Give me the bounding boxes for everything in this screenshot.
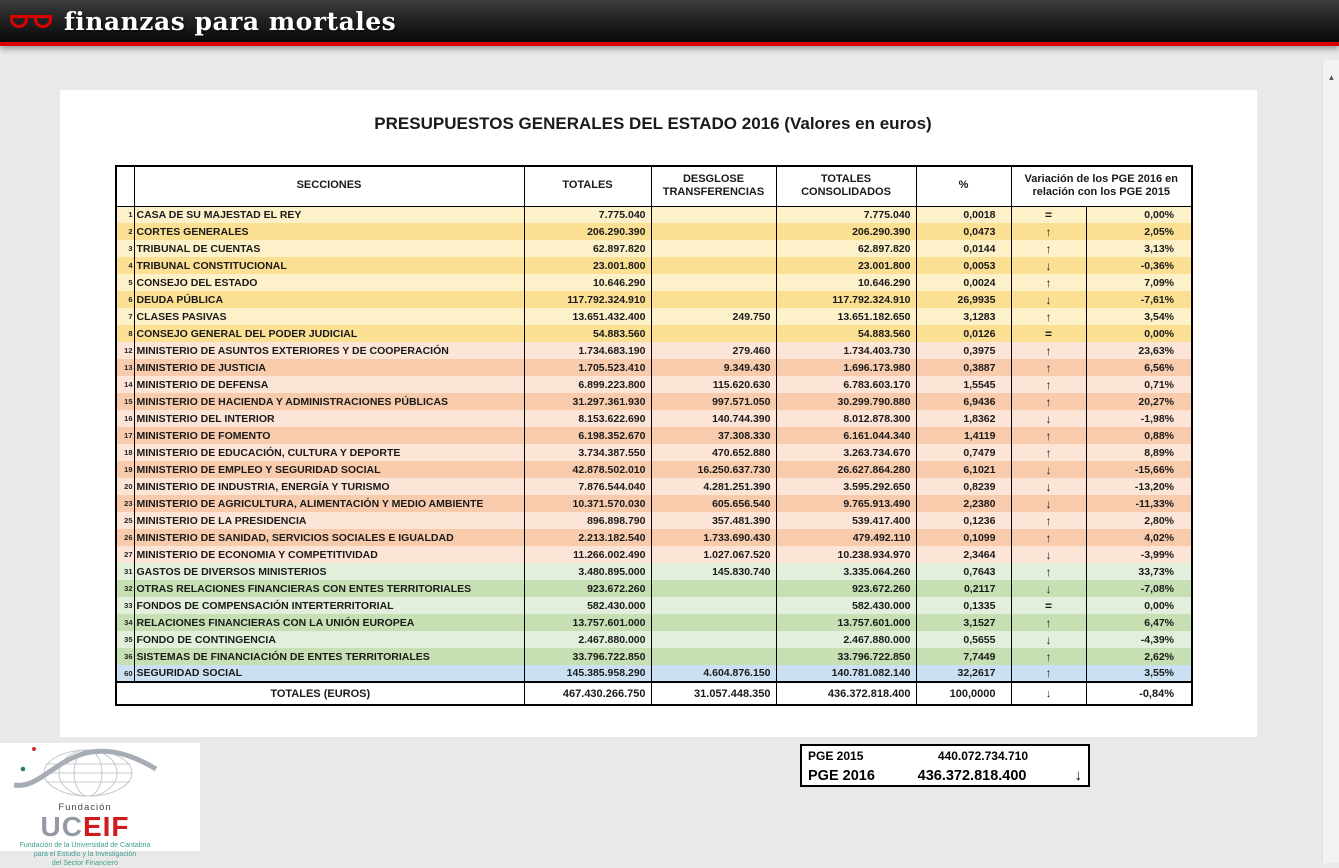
- direction-arrow: ↑: [1011, 648, 1086, 665]
- totales-value: 117.792.324.910: [524, 291, 651, 308]
- row-number: 13: [124, 363, 133, 372]
- porcentaje-value: 1,5545: [916, 376, 1011, 393]
- porcentaje-value: 0,1236: [916, 512, 1011, 529]
- totales-value: 62.897.820: [524, 240, 651, 257]
- direction-arrow: ↓: [1011, 291, 1086, 308]
- desglose-value: [651, 206, 776, 223]
- direction-arrow: ↑: [1011, 274, 1086, 291]
- totales-value: 1.705.523.410: [524, 359, 651, 376]
- glasses-left-lens: [10, 15, 28, 28]
- desglose-value: 4.281.251.390: [651, 478, 776, 495]
- desglose-value: 997.571.050: [651, 393, 776, 410]
- porcentaje-value: 0,1335: [916, 597, 1011, 614]
- direction-arrow: ↑: [1011, 427, 1086, 444]
- budget-table: [115, 165, 1193, 706]
- porcentaje-value: 6,9436: [916, 393, 1011, 410]
- section-name: MINISTERIO DE INDUSTRIA, ENERGÍA Y TURISMO: [134, 478, 524, 495]
- row-number: 25: [124, 516, 133, 525]
- porcentaje-value: 0,0053: [916, 257, 1011, 274]
- table-row: [116, 512, 1192, 529]
- row-number: 32: [124, 584, 133, 593]
- consolidados-value: 30.299.790.880: [776, 393, 916, 410]
- totales-value: 6.198.352.670: [524, 427, 651, 444]
- row-number: 12: [124, 346, 133, 355]
- uceif-tagline-3: del Sector Financiero: [51, 860, 119, 868]
- direction-arrow: ↑: [1011, 359, 1086, 376]
- row-number: 19: [124, 465, 133, 474]
- section-name: SISTEMAS DE FINANCIACIÓN DE ENTES TERRITORIALES: [134, 648, 524, 665]
- porcentaje-value: 6,1021: [916, 461, 1011, 478]
- brand-title: finanzas para mortales: [64, 6, 397, 36]
- variacion-value: 3,55%: [1086, 665, 1192, 682]
- table-row: [116, 342, 1192, 359]
- totales-value: 8.153.622.690: [524, 410, 651, 427]
- totals-desglose: 31.057.448.350: [651, 682, 776, 705]
- site-header: [0, 0, 1339, 46]
- variacion-value: -4,39%: [1086, 631, 1192, 648]
- direction-arrow: ↓: [1011, 461, 1086, 478]
- direction-arrow: ↑: [1011, 529, 1086, 546]
- desglose-value: 279.460: [651, 342, 776, 359]
- desglose-value: 1.733.690.430: [651, 529, 776, 546]
- desglose-value: [651, 257, 776, 274]
- desglose-value: 140.744.390: [651, 410, 776, 427]
- section-name: MINISTERIO DE JUSTICIA: [134, 359, 524, 376]
- variacion-value: 6,56%: [1086, 359, 1192, 376]
- row-number: 26: [124, 533, 133, 542]
- consolidados-value: 1.734.403.730: [776, 342, 916, 359]
- desglose-value: [651, 614, 776, 631]
- totales-value: 923.672.260: [524, 580, 651, 597]
- row-number: 27: [124, 550, 133, 559]
- porcentaje-value: 3,1527: [916, 614, 1011, 631]
- table-row: [116, 410, 1192, 427]
- direction-arrow: ↑: [1011, 393, 1086, 410]
- variacion-value: -1,98%: [1086, 410, 1192, 427]
- row-number: 33: [124, 601, 133, 610]
- row-number: 7: [128, 312, 133, 321]
- direction-arrow: ↓: [1011, 410, 1086, 427]
- pge-2016-row: [808, 765, 1082, 786]
- consolidados-value: 923.672.260: [776, 580, 916, 597]
- variacion-value: -0,36%: [1086, 257, 1192, 274]
- table-row: [116, 478, 1192, 495]
- header-variacion: Variación de los PGE 2016 en relación con los PGE 2015: [1011, 166, 1192, 206]
- section-name: CLASES PASIVAS: [134, 308, 524, 325]
- totals-totales: 467.430.266.750: [524, 682, 651, 705]
- row-number: 34: [124, 618, 133, 627]
- table-row: [116, 495, 1192, 512]
- variacion-value: 4,02%: [1086, 529, 1192, 546]
- row-number: 35: [124, 635, 133, 644]
- desglose-value: 37.308.330: [651, 427, 776, 444]
- budget-table-body: [116, 206, 1192, 682]
- variacion-value: 0,88%: [1086, 427, 1192, 444]
- consolidados-value: 3.335.064.260: [776, 563, 916, 580]
- uceif-tagline-2: para el Estudio y la Investigación: [33, 851, 137, 859]
- table-row: [116, 393, 1192, 410]
- porcentaje-value: 3,1283: [916, 308, 1011, 325]
- row-number: 23: [124, 499, 133, 508]
- direction-arrow: ↓: [1011, 257, 1086, 274]
- pge-down-arrow-icon: ↓: [1074, 767, 1082, 784]
- consolidados-value: 10.646.290: [776, 274, 916, 291]
- variacion-value: 3,13%: [1086, 240, 1192, 257]
- totales-value: 896.898.790: [524, 512, 651, 529]
- section-name: MINISTERIO DE ASUNTOS EXTERIORES Y DE COOPERACIÓN: [134, 342, 524, 359]
- variacion-value: 6,47%: [1086, 614, 1192, 631]
- row-number: 5: [128, 278, 133, 287]
- variacion-value: 23,63%: [1086, 342, 1192, 359]
- consolidados-value: 3.595.292.650: [776, 478, 916, 495]
- consolidados-value: 62.897.820: [776, 240, 916, 257]
- porcentaje-value: 2,2380: [916, 495, 1011, 512]
- desglose-value: 249.750: [651, 308, 776, 325]
- table-row: [116, 461, 1192, 478]
- desglose-value: 115.620.630: [651, 376, 776, 393]
- consolidados-value: 140.781.082.140: [776, 665, 916, 682]
- direction-arrow: ↑: [1011, 512, 1086, 529]
- porcentaje-value: 0,0024: [916, 274, 1011, 291]
- row-number: 15: [124, 397, 133, 406]
- desglose-value: [651, 223, 776, 240]
- direction-arrow: =: [1011, 597, 1086, 614]
- content-card: [60, 90, 1257, 737]
- section-name: TRIBUNAL DE CUENTAS: [134, 240, 524, 257]
- consolidados-value: 117.792.324.910: [776, 291, 916, 308]
- table-row: [116, 444, 1192, 461]
- totals-porcentaje: 100,0000: [916, 682, 1011, 705]
- variacion-value: 0,00%: [1086, 325, 1192, 342]
- uceif-tagline-1: Fundación de la Universidad de Cantabria: [19, 842, 151, 849]
- pge-2016-value: 436.372.818.400: [917, 767, 1027, 784]
- desglose-value: [651, 240, 776, 257]
- desglose-value: [651, 631, 776, 648]
- consolidados-value: 9.765.913.490: [776, 495, 916, 512]
- consolidados-value: 8.012.878.300: [776, 410, 916, 427]
- desglose-value: 1.027.067.520: [651, 546, 776, 563]
- direction-arrow: ↑: [1011, 665, 1086, 682]
- table-row: [116, 223, 1192, 240]
- header-desglose: DESGLOSE TRANSFERENCIAS: [651, 166, 776, 206]
- totals-direction-arrow: ↓: [1011, 682, 1086, 705]
- totales-value: 54.883.560: [524, 325, 651, 342]
- section-name: GASTOS DE DIVERSOS MINISTERIOS: [134, 563, 524, 580]
- section-name: SEGURIDAD SOCIAL: [134, 665, 524, 682]
- consolidados-value: 3.263.734.670: [776, 444, 916, 461]
- variacion-value: 2,05%: [1086, 223, 1192, 240]
- fundacion-label: Fundación: [58, 802, 112, 813]
- desglose-value: [651, 325, 776, 342]
- porcentaje-value: 0,3887: [916, 359, 1011, 376]
- section-name: MINISTERIO DE SANIDAD, SERVICIOS SOCIALES E IGUALDAD: [134, 529, 524, 546]
- uceif-wordmark: [10, 813, 160, 841]
- porcentaje-value: 32,2617: [916, 665, 1011, 682]
- variacion-value: -7,08%: [1086, 580, 1192, 597]
- totales-value: 7.775.040: [524, 206, 651, 223]
- page-title: PRESUPUESTOS GENERALES DEL ESTADO 2016 (Valores en euros): [374, 114, 932, 133]
- porcentaje-value: 0,0144: [916, 240, 1011, 257]
- totales-value: 3.480.895.000: [524, 563, 651, 580]
- porcentaje-value: 0,3975: [916, 342, 1011, 359]
- row-number: 4: [128, 261, 133, 270]
- consolidados-value: 6.783.603.170: [776, 376, 916, 393]
- totales-value: 582.430.000: [524, 597, 651, 614]
- header-row-number: [116, 166, 134, 206]
- table-row: [116, 580, 1192, 597]
- section-name: FONDOS DE COMPENSACIÓN INTERTERRITORIAL: [134, 597, 524, 614]
- table-row: [116, 206, 1192, 223]
- porcentaje-value: 0,1099: [916, 529, 1011, 546]
- section-name: MINISTERIO DE DEFENSA: [134, 376, 524, 393]
- direction-arrow: ↓: [1011, 495, 1086, 512]
- totales-value: 33.796.722.850: [524, 648, 651, 665]
- variacion-value: 20,27%: [1086, 393, 1192, 410]
- section-name: MINISTERIO DEL INTERIOR: [134, 410, 524, 427]
- porcentaje-value: 2,3464: [916, 546, 1011, 563]
- table-row: [116, 648, 1192, 665]
- totales-value: 31.297.361.930: [524, 393, 651, 410]
- direction-arrow: ↓: [1011, 631, 1086, 648]
- row-number: 2: [128, 227, 133, 236]
- table-row: [116, 546, 1192, 563]
- totals-variacion: -0,84%: [1086, 682, 1192, 705]
- header-totales: TOTALES: [524, 166, 651, 206]
- table-row: [116, 257, 1192, 274]
- direction-arrow: ↑: [1011, 563, 1086, 580]
- section-name: MINISTERIO DE ECONOMIA Y COMPETITIVIDAD: [134, 546, 524, 563]
- totales-value: 206.290.390: [524, 223, 651, 240]
- consolidados-value: 6.161.044.340: [776, 427, 916, 444]
- row-number: 36: [124, 652, 133, 661]
- desglose-value: [651, 648, 776, 665]
- section-name: FONDO DE CONTINGENCIA: [134, 631, 524, 648]
- section-name: CONSEJO GENERAL DEL PODER JUDICIAL: [134, 325, 524, 342]
- desglose-value: [651, 291, 776, 308]
- uceif-uc-part: UC: [40, 811, 83, 842]
- pge-2016-label: PGE 2016: [808, 767, 875, 784]
- consolidados-value: 582.430.000: [776, 597, 916, 614]
- variacion-value: -7,61%: [1086, 291, 1192, 308]
- uceif-logo-inner: [10, 743, 160, 868]
- consolidados-value: 7.775.040: [776, 206, 916, 223]
- section-name: MINISTERIO DE HACIENDA Y ADMINISTRACIONES PÚBLICAS: [134, 393, 524, 410]
- row-number: 8: [128, 329, 133, 338]
- desglose-value: 605.656.540: [651, 495, 776, 512]
- variacion-value: 7,09%: [1086, 274, 1192, 291]
- glasses-icon: [10, 15, 52, 28]
- variacion-value: -11,33%: [1086, 495, 1192, 512]
- desglose-value: 9.349.430: [651, 359, 776, 376]
- direction-arrow: ↑: [1011, 444, 1086, 461]
- totales-value: 1.734.683.190: [524, 342, 651, 359]
- pge-2015-row: [808, 747, 1082, 765]
- porcentaje-value: 1,4119: [916, 427, 1011, 444]
- porcentaje-value: 0,7643: [916, 563, 1011, 580]
- desglose-value: 16.250.637.730: [651, 461, 776, 478]
- totals-label: TOTALES (EUROS): [116, 682, 524, 705]
- porcentaje-value: 0,7479: [916, 444, 1011, 461]
- totales-value: 13.651.432.400: [524, 308, 651, 325]
- direction-arrow: ↑: [1011, 376, 1086, 393]
- row-number: 17: [124, 431, 133, 440]
- pge-2015-value: 440.072.734.710: [937, 749, 1028, 763]
- consolidados-value: 10.238.934.970: [776, 546, 916, 563]
- totales-value: 42.878.502.010: [524, 461, 651, 478]
- consolidados-value: 206.290.390: [776, 223, 916, 240]
- porcentaje-value: 0,0473: [916, 223, 1011, 240]
- direction-arrow: ↑: [1011, 308, 1086, 325]
- section-name: DEUDA PÚBLICA: [134, 291, 524, 308]
- direction-arrow: ↓: [1011, 478, 1086, 495]
- row-number: 14: [124, 380, 133, 389]
- row-number: 60: [124, 668, 133, 678]
- desglose-value: 470.652.880: [651, 444, 776, 461]
- totales-value: 7.876.544.040: [524, 478, 651, 495]
- totales-value: 13.757.601.000: [524, 614, 651, 631]
- consolidados-value: 54.883.560: [776, 325, 916, 342]
- direction-arrow: ↑: [1011, 614, 1086, 631]
- header-consolidados: TOTALES CONSOLIDADOS: [776, 166, 916, 206]
- table-row: [116, 427, 1192, 444]
- table-row: [116, 376, 1192, 393]
- table-row: [116, 614, 1192, 631]
- section-name: MINISTERIO DE FOMENTO: [134, 427, 524, 444]
- consolidados-value: 1.696.173.980: [776, 359, 916, 376]
- totals-row: [116, 682, 1192, 705]
- row-number: 31: [124, 567, 133, 576]
- section-name: MINISTERIO DE LA PRESIDENCIA: [134, 512, 524, 529]
- row-number: 20: [124, 482, 133, 491]
- glasses-right-lens: [34, 15, 52, 28]
- section-name: CASA DE SU MAJESTAD EL REY: [134, 206, 524, 223]
- globe-icon: [10, 743, 160, 799]
- direction-arrow: ↑: [1011, 240, 1086, 257]
- section-name: MINISTERIO DE AGRICULTURA, ALIMENTACIÓN Y MEDIO AMBIENTE: [134, 495, 524, 512]
- totales-value: 2.467.880.000: [524, 631, 651, 648]
- row-number: 6: [128, 295, 133, 304]
- totales-value: 23.001.800: [524, 257, 651, 274]
- consolidados-value: 479.492.110: [776, 529, 916, 546]
- variacion-value: 0,00%: [1086, 206, 1192, 223]
- section-name: RELACIONES FINANCIERAS CON LA UNIÓN EUROPEA: [134, 614, 524, 631]
- table-row: [116, 325, 1192, 342]
- row-number: 1: [128, 210, 133, 220]
- header-secciones: SECCIONES: [134, 166, 524, 206]
- totals-consolidados: 436.372.818.400: [776, 682, 916, 705]
- section-name: CONSEJO DEL ESTADO: [134, 274, 524, 291]
- consolidados-value: 2.467.880.000: [776, 631, 916, 648]
- porcentaje-value: 7,7449: [916, 648, 1011, 665]
- variacion-value: 8,89%: [1086, 444, 1192, 461]
- section-name: TRIBUNAL CONSTITUCIONAL: [134, 257, 524, 274]
- desglose-value: 357.481.390: [651, 512, 776, 529]
- section-name: MINISTERIO DE EMPLEO Y SEGURIDAD SOCIAL: [134, 461, 524, 478]
- desglose-value: [651, 274, 776, 291]
- table-row: [116, 563, 1192, 580]
- variacion-value: -3,99%: [1086, 546, 1192, 563]
- consolidados-value: 23.001.800: [776, 257, 916, 274]
- desglose-value: 4.604.876.150: [651, 665, 776, 682]
- variacion-value: 0,00%: [1086, 597, 1192, 614]
- section-name: MINISTERIO DE EDUCACIÓN, CULTURA Y DEPORTE: [134, 444, 524, 461]
- porcentaje-value: 0,0018: [916, 206, 1011, 223]
- table-row: [116, 291, 1192, 308]
- consolidados-value: 539.417.400: [776, 512, 916, 529]
- desglose-value: 145.830.740: [651, 563, 776, 580]
- table-row: [116, 529, 1192, 546]
- totales-value: 3.734.387.550: [524, 444, 651, 461]
- consolidados-value: 13.651.182.650: [776, 308, 916, 325]
- totales-value: 10.646.290: [524, 274, 651, 291]
- direction-arrow: ↓: [1011, 580, 1086, 597]
- totales-value: 11.266.002.490: [524, 546, 651, 563]
- section-name: CORTES GENERALES: [134, 223, 524, 240]
- table-row: [116, 665, 1192, 682]
- row-number: 18: [124, 448, 133, 457]
- section-name: OTRAS RELACIONES FINANCIERAS CON ENTES TERRITORIALES: [134, 580, 524, 597]
- consolidados-value: 13.757.601.000: [776, 614, 916, 631]
- variacion-value: 33,73%: [1086, 563, 1192, 580]
- variacion-value: 2,62%: [1086, 648, 1192, 665]
- porcentaje-value: 0,2117: [916, 580, 1011, 597]
- direction-arrow: =: [1011, 325, 1086, 342]
- porcentaje-value: 0,8239: [916, 478, 1011, 495]
- table-row: [116, 274, 1192, 291]
- porcentaje-value: 0,0126: [916, 325, 1011, 342]
- pge-2015-label: PGE 2015: [808, 749, 864, 763]
- variacion-value: 3,54%: [1086, 308, 1192, 325]
- vertical-scrollbar[interactable]: [1322, 60, 1339, 863]
- direction-arrow: ↓: [1011, 546, 1086, 563]
- porcentaje-value: 1,8362: [916, 410, 1011, 427]
- table-row: [116, 631, 1192, 648]
- porcentaje-value: 26,9935: [916, 291, 1011, 308]
- direction-arrow: =: [1011, 206, 1086, 223]
- totales-value: 145.385.958.290: [524, 665, 651, 682]
- row-number: 16: [124, 414, 133, 423]
- totales-value: 10.371.570.030: [524, 495, 651, 512]
- variacion-value: -15,66%: [1086, 461, 1192, 478]
- totales-value: 6.899.223.800: [524, 376, 651, 393]
- porcentaje-value: 0,5655: [916, 631, 1011, 648]
- desglose-value: [651, 597, 776, 614]
- budget-table-wrapper: [115, 165, 1193, 706]
- table-row: [116, 308, 1192, 325]
- variacion-value: 0,71%: [1086, 376, 1192, 393]
- direction-arrow: ↑: [1011, 223, 1086, 240]
- variacion-value: 2,80%: [1086, 512, 1192, 529]
- scroll-up-arrow[interactable]: ▲: [1327, 73, 1336, 82]
- uceif-eif-part: EIF: [82, 811, 130, 842]
- direction-arrow: ↑: [1011, 342, 1086, 359]
- uceif-logo: [0, 743, 200, 868]
- table-row: [116, 597, 1192, 614]
- table-row: [116, 359, 1192, 376]
- consolidados-value: 26.627.864.280: [776, 461, 916, 478]
- table-header-row: [116, 166, 1192, 206]
- consolidados-value: 33.796.722.850: [776, 648, 916, 665]
- pge-summary-box: [800, 744, 1090, 787]
- desglose-value: [651, 580, 776, 597]
- variacion-value: -13,20%: [1086, 478, 1192, 495]
- header-porcentaje: %: [916, 166, 1011, 206]
- table-row: [116, 240, 1192, 257]
- totales-value: 2.213.182.540: [524, 529, 651, 546]
- row-number: 3: [128, 244, 133, 253]
